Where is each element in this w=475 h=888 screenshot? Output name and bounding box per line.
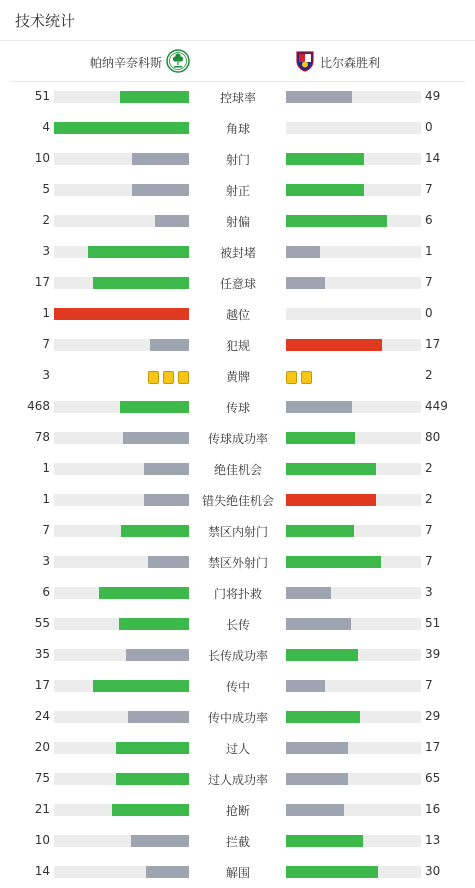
away-stat-value: 49 bbox=[425, 89, 441, 103]
away-stat-bar-track bbox=[286, 804, 421, 816]
stat-label: 传中 bbox=[225, 680, 250, 694]
stat-label: 黄牌 bbox=[225, 370, 250, 384]
home-stat-bar-track bbox=[54, 587, 189, 599]
stat-label: 犯规 bbox=[225, 339, 250, 353]
away-stat-bar-fill bbox=[286, 587, 331, 599]
stat-label: 角球 bbox=[225, 122, 250, 136]
away-stat-value: 7 bbox=[425, 182, 433, 196]
away-stat-bar-fill bbox=[286, 680, 325, 692]
home-stat-bar-fill bbox=[88, 246, 189, 258]
home-stat-bar-fill bbox=[123, 432, 189, 444]
away-stat-bar-fill bbox=[286, 773, 348, 785]
yellow-card-icon bbox=[163, 371, 174, 384]
panathinaikos-clover-crest-icon bbox=[166, 49, 190, 73]
home-team-name: 帕纳辛奈科斯 bbox=[89, 56, 162, 70]
stat-row bbox=[0, 515, 475, 546]
yellow-card-icon bbox=[286, 371, 297, 384]
stat-label: 传中成功率 bbox=[207, 711, 268, 725]
stat-row bbox=[0, 701, 475, 732]
away-stat-bar-track bbox=[286, 215, 421, 227]
home-stat-bar-fill bbox=[132, 184, 189, 196]
away-stat-value: 7 bbox=[425, 554, 433, 568]
away-stat-bar-track bbox=[286, 91, 421, 103]
away-stat-bar-track bbox=[286, 184, 421, 196]
stat-label: 越位 bbox=[225, 308, 250, 322]
away-stat-bar-fill bbox=[286, 494, 376, 506]
home-stat-bar-fill bbox=[144, 494, 189, 506]
away-stat-value: 13 bbox=[425, 833, 441, 847]
home-stat-value: 14 bbox=[34, 864, 50, 878]
home-stat-bar-fill bbox=[93, 277, 189, 289]
home-stat-bar-fill bbox=[93, 680, 189, 692]
home-stat-bar-track bbox=[54, 649, 189, 661]
away-stat-bar-track bbox=[286, 835, 421, 847]
away-stat-value: 65 bbox=[425, 771, 441, 785]
home-stat-bar-fill bbox=[144, 463, 189, 475]
home-stat-value: 17 bbox=[34, 275, 50, 289]
away-stat-bar-track bbox=[286, 153, 421, 165]
home-stat-bar-fill bbox=[121, 525, 189, 537]
away-stat-bar-track bbox=[286, 742, 421, 754]
away-stat-value: 14 bbox=[425, 151, 441, 165]
teams-header bbox=[0, 41, 475, 81]
away-stat-value: 7 bbox=[425, 523, 433, 537]
away-stat-bar-fill bbox=[286, 153, 364, 165]
stat-row bbox=[0, 360, 475, 391]
away-stat-value: 2 bbox=[425, 492, 433, 506]
home-stat-bar-track bbox=[54, 277, 189, 289]
away-stat-bar-fill bbox=[286, 866, 378, 878]
home-stat-value: 7 bbox=[42, 337, 50, 351]
away-stat-bar-fill bbox=[286, 246, 320, 258]
away-team-name: 比尔森胜利 bbox=[320, 56, 381, 70]
away-stat-bar-track bbox=[286, 122, 421, 134]
stat-row bbox=[0, 143, 475, 174]
home-stat-value: 75 bbox=[34, 771, 50, 785]
home-stat-value: 20 bbox=[34, 740, 50, 754]
away-stat-bar-fill bbox=[286, 215, 387, 227]
stat-label: 抢断 bbox=[225, 804, 250, 818]
away-yellow-cards bbox=[286, 369, 316, 382]
home-stat-value: 24 bbox=[34, 709, 50, 723]
away-stat-value: 1 bbox=[425, 244, 433, 258]
away-stat-bar-track bbox=[286, 401, 421, 413]
home-stat-bar-fill bbox=[54, 122, 189, 134]
home-stat-bar-fill bbox=[132, 153, 189, 165]
home-stat-bar-fill bbox=[155, 215, 189, 227]
home-stat-bar-fill bbox=[131, 835, 189, 847]
home-stat-value: 78 bbox=[34, 430, 50, 444]
away-stat-value: 17 bbox=[425, 740, 441, 754]
home-stat-value: 3 bbox=[42, 368, 50, 382]
home-stat-bar-track bbox=[54, 804, 189, 816]
stat-row bbox=[0, 546, 475, 577]
home-yellow-cards bbox=[144, 369, 189, 382]
away-stat-bar-track bbox=[286, 649, 421, 661]
home-stat-bar-fill bbox=[54, 308, 189, 320]
home-stat-bar-track bbox=[54, 308, 189, 320]
home-stat-value: 4 bbox=[42, 120, 50, 134]
stat-row bbox=[0, 763, 475, 794]
stat-row bbox=[0, 825, 475, 856]
stat-label: 长传 bbox=[225, 618, 250, 632]
away-stat-value: 29 bbox=[425, 709, 441, 723]
home-stat-bar-track bbox=[54, 184, 189, 196]
away-stat-value: 30 bbox=[425, 864, 441, 878]
away-stat-value: 6 bbox=[425, 213, 433, 227]
stat-row bbox=[0, 453, 475, 484]
home-stat-value: 1 bbox=[42, 492, 50, 506]
home-stat-value: 2 bbox=[42, 213, 50, 227]
away-stat-bar-fill bbox=[286, 339, 382, 351]
viktoria-plzen-shield-crest-icon bbox=[293, 49, 317, 73]
home-stat-bar-fill bbox=[126, 649, 189, 661]
home-stat-bar-fill bbox=[112, 804, 189, 816]
stat-row bbox=[0, 794, 475, 825]
home-stat-bar-fill bbox=[128, 711, 189, 723]
page-title: 技术统计 bbox=[15, 12, 76, 30]
stat-label: 错失绝佳机会 bbox=[201, 494, 274, 508]
away-stat-bar-fill bbox=[286, 525, 354, 537]
away-stat-bar-track bbox=[286, 432, 421, 444]
stat-row bbox=[0, 112, 475, 143]
stat-label: 门将扑救 bbox=[213, 587, 262, 601]
stat-label: 被封堵 bbox=[219, 246, 256, 260]
stat-row bbox=[0, 174, 475, 205]
home-stat-bar-track bbox=[54, 556, 189, 568]
home-stat-bar-track bbox=[54, 680, 189, 692]
home-stat-bar-track bbox=[54, 91, 189, 103]
home-stat-bar-track bbox=[54, 773, 189, 785]
stat-row bbox=[0, 608, 475, 639]
stat-label: 解围 bbox=[225, 866, 250, 880]
away-stat-value: 0 bbox=[425, 120, 433, 134]
yellow-card-icon bbox=[301, 371, 312, 384]
home-stat-bar-track bbox=[54, 401, 189, 413]
away-stat-bar-track bbox=[286, 246, 421, 258]
away-stat-value: 16 bbox=[425, 802, 441, 816]
away-stat-value: 80 bbox=[425, 430, 441, 444]
home-stat-bar-track bbox=[54, 711, 189, 723]
home-stat-value: 21 bbox=[34, 802, 50, 816]
away-stat-bar-fill bbox=[286, 463, 376, 475]
stat-label: 射正 bbox=[225, 184, 250, 198]
stat-label: 禁区外射门 bbox=[207, 556, 268, 570]
away-stat-bar-track bbox=[286, 308, 421, 320]
away-stat-bar-fill bbox=[286, 184, 364, 196]
stat-row bbox=[0, 329, 475, 360]
home-stat-bar-fill bbox=[99, 587, 189, 599]
away-stat-bar-fill bbox=[286, 432, 355, 444]
stat-row bbox=[0, 81, 475, 112]
away-stat-bar-track bbox=[286, 680, 421, 692]
home-stat-bar-track bbox=[54, 246, 189, 258]
stat-label: 过人成功率 bbox=[207, 773, 268, 787]
home-stat-bar-fill bbox=[119, 618, 189, 630]
home-stat-value: 468 bbox=[27, 399, 50, 413]
home-stat-bar-fill bbox=[116, 773, 189, 785]
home-stat-value: 10 bbox=[34, 833, 50, 847]
stat-label: 传球成功率 bbox=[207, 432, 268, 446]
home-stat-bar-track bbox=[54, 122, 189, 134]
home-stat-value: 6 bbox=[42, 585, 50, 599]
away-stat-value: 3 bbox=[425, 585, 433, 599]
home-stat-value: 5 bbox=[42, 182, 50, 196]
away-stat-value: 7 bbox=[425, 678, 433, 692]
home-stat-value: 3 bbox=[42, 554, 50, 568]
home-stat-bar-track bbox=[54, 153, 189, 165]
away-stat-bar-fill bbox=[286, 401, 352, 413]
home-stat-bar-track bbox=[54, 866, 189, 878]
stat-label: 过人 bbox=[225, 742, 250, 756]
home-stat-bar-fill bbox=[150, 339, 189, 351]
home-stat-bar-track bbox=[54, 432, 189, 444]
away-stat-value: 2 bbox=[425, 368, 433, 382]
away-stat-bar-fill bbox=[286, 742, 348, 754]
away-stat-bar-fill bbox=[286, 711, 360, 723]
away-stat-bar-track bbox=[286, 494, 421, 506]
stat-row bbox=[0, 639, 475, 670]
home-stat-value: 7 bbox=[42, 523, 50, 537]
away-stat-bar-track bbox=[286, 277, 421, 289]
away-stat-bar-track bbox=[286, 618, 421, 630]
stat-label: 绝佳机会 bbox=[213, 463, 262, 477]
stat-row bbox=[0, 298, 475, 329]
away-stat-bar-fill bbox=[286, 835, 363, 847]
stat-row bbox=[0, 484, 475, 515]
stat-label: 控球率 bbox=[219, 91, 256, 105]
away-stat-value: 17 bbox=[425, 337, 441, 351]
away-stat-value: 2 bbox=[425, 461, 433, 475]
stat-row bbox=[0, 391, 475, 422]
home-stat-value: 55 bbox=[34, 616, 50, 630]
away-stat-bar-fill bbox=[286, 556, 381, 568]
home-stat-bar-track bbox=[54, 463, 189, 475]
away-stat-bar-track bbox=[286, 525, 421, 537]
stat-row bbox=[0, 577, 475, 608]
away-stat-bar-fill bbox=[286, 804, 344, 816]
away-stat-value: 0 bbox=[425, 306, 433, 320]
stat-label: 拦截 bbox=[225, 835, 250, 849]
home-stat-bar-track bbox=[54, 742, 189, 754]
stat-row bbox=[0, 856, 475, 887]
home-stat-value: 35 bbox=[34, 647, 50, 661]
stat-row bbox=[0, 236, 475, 267]
home-stat-value: 17 bbox=[34, 678, 50, 692]
home-stat-value: 1 bbox=[42, 306, 50, 320]
stat-label: 射偏 bbox=[225, 215, 250, 229]
away-stat-bar-track bbox=[286, 339, 421, 351]
home-stat-bar-fill bbox=[148, 556, 189, 568]
stat-row bbox=[0, 267, 475, 298]
home-stat-bar-fill bbox=[146, 866, 189, 878]
away-stat-value: 39 bbox=[425, 647, 441, 661]
home-stat-value: 51 bbox=[34, 89, 50, 103]
away-stat-bar-fill bbox=[286, 649, 358, 661]
home-stat-bar-track bbox=[54, 618, 189, 630]
stat-row bbox=[0, 205, 475, 236]
away-stat-bar-track bbox=[286, 556, 421, 568]
away-stat-value: 449 bbox=[425, 399, 448, 413]
away-stat-bar-fill bbox=[286, 91, 352, 103]
stat-label: 禁区内射门 bbox=[207, 525, 268, 539]
home-stat-value: 10 bbox=[34, 151, 50, 165]
home-stat-bar-track bbox=[54, 835, 189, 847]
home-stat-bar-track bbox=[54, 339, 189, 351]
away-stat-bar-track bbox=[286, 711, 421, 723]
stat-row bbox=[0, 732, 475, 763]
home-stat-bar-fill bbox=[120, 401, 189, 413]
away-stat-value: 7 bbox=[425, 275, 433, 289]
away-stat-bar-fill bbox=[286, 277, 325, 289]
yellow-card-icon bbox=[148, 371, 159, 384]
stat-label: 任意球 bbox=[219, 277, 256, 291]
stat-row bbox=[0, 422, 475, 453]
away-stat-bar-track bbox=[286, 463, 421, 475]
home-stat-value: 1 bbox=[42, 461, 50, 475]
away-stat-bar-track bbox=[286, 587, 421, 599]
home-stat-bar-fill bbox=[120, 91, 189, 103]
home-stat-value: 3 bbox=[42, 244, 50, 258]
yellow-card-icon bbox=[178, 371, 189, 384]
away-stat-bar-track bbox=[286, 866, 421, 878]
away-stat-value: 51 bbox=[425, 616, 441, 630]
stat-label: 长传成功率 bbox=[207, 649, 268, 663]
away-stat-bar-fill bbox=[286, 618, 351, 630]
stat-label: 传球 bbox=[225, 401, 250, 415]
stat-row bbox=[0, 670, 475, 701]
home-stat-bar-track bbox=[54, 215, 189, 227]
home-stat-bar-track bbox=[54, 525, 189, 537]
away-stat-bar-track bbox=[286, 773, 421, 785]
page-header bbox=[0, 0, 475, 40]
stat-label: 射门 bbox=[225, 153, 250, 167]
home-stat-bar-track bbox=[54, 494, 189, 506]
home-stat-bar-fill bbox=[116, 742, 189, 754]
